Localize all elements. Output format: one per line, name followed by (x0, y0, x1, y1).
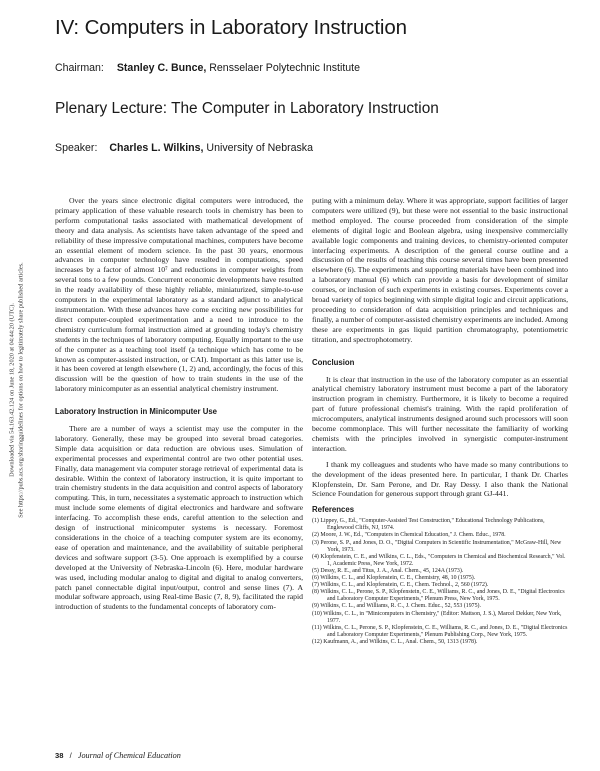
right-column (312, 196, 568, 646)
intro-paragraph: Over the years since electronic digital computers were introduced, the primary application of these valuable research tools in chemistry has been to perform computational tasks associated with mathematical development of theory and data analysis. As scientists have taken advantage of the speed and reliability of these impressive computational machines, computers have become an essential element of modern science. In the past 30 years, enormous advances in computer technology have resulted in computations, speed increases by a factor of almost 10⁷ and reductions in computer weights from several tons to a few pounds. Concurrent economic developments have resulted in the ready availability of these highly reliable, miniaturized, simple-to-use computers in the experimental laboratory as a standard adjunct to analytical instrumentation. With these advances have come exciting new possibilities for direct computer-coupled experimentation and a need to introduce to the chemistry curriculum formal instruction aimed at grounding today's chemistry students in the techniques of laboratory computing. Equally important to the use of the computer as a teaching tool itself (a technique which has come to be known as computer-assisted instruction, or CAI). Important as this latter use is, it has been covered at length elsewhere (1, 2) and, accordingly, the focus of this discussion will be the question of how to train students in the use of the laboratory minicomputer as an essential analytical chemistry instrument. (55, 196, 303, 394)
reference-item: (2) Moore, J. W., Ed., "Computers in Chemical Education," J. Chem. Educ., 1978. (312, 532, 506, 539)
minicomputer-heading: Laboratory Instruction in Minicomputer Use (55, 407, 218, 417)
speaker-line (55, 142, 313, 154)
reference-item: (1) Lippey, G., Ed., "Computer-Assisted Test Construction," Educational Technology Publications, Englewood Cliffs, NJ, 1974. (312, 518, 545, 532)
page-number: 38 (55, 751, 64, 760)
reference-item: (9) Wilkins, C. L., and Williams, R. C., J. Chem. Educ., 52, 553 (1975). (312, 603, 481, 610)
reference-item: (4) Klopfenstein, C. E., and Wilkins, C. L., Eds., "Computers in Chemical and Biochemical Research," Vol. 1, Academic Press, New York, 1972. (312, 553, 566, 567)
reference-item: (10) Wilkins, C. L., in "Minicomputers in Chemistry," (Editor: Mattson, J. S.), Marcel Dekker, New York, 1977. (312, 610, 562, 624)
lecture-title: Plenary Lecture: The Computer in Laboratory Instruction (55, 100, 439, 117)
reference-item: (11) Wilkins, C. L., Perone, S. P., Klopfenstein, C. E., Williams, R. C., and Jones, D. E., "Digital Electronics and Laboratory Computer Experiments," Plenum Publishing Corp., New York, 1975. (312, 624, 568, 638)
references-heading: References (312, 505, 355, 515)
download-note-line2: See https://pubs.acs.org/sharingguidelines for options on how to legitimately share published articles. (17, 262, 24, 518)
left-column (55, 196, 303, 612)
conclusion-paragraph: It is clear that instruction in the use of the laboratory computer as an essential analytical chemistry laboratory instrument must become a part of the laboratory instruction program in chemistry. Furthermore, it is likely to become a required part of future professional chemist's training. With the rapid proliferation of microcomputers, analytical instruments designed around such processors will soon become commonplace. This will further necessitate the familiarity of working chemists with the principles involved in synergistic computer-instrument interaction. (312, 374, 568, 453)
reference-item: (5) Dessy, R. E., and Titus, J. A., Anal. Chem., 45, 124A (1973). (312, 567, 464, 574)
acknowledgment-paragraph: I thank my colleagues and students who have made so many contributions to the development of the ideas presented here. In particular, I thank Dr. Charles Klopfenstein, Dr. Sam Perone, and Dr. Ray Dessy. I also thank the National Science Foundation for generous support through grant GJ-441. (312, 459, 568, 499)
reference-item: (8) Wilkins, C. L., Perone, S. P., Klopfenstein, C. E., Williams, R. C., and Jones, D. E., "Digital Electronics and Laboratory Computer Experiments," Plenum Press, New York, 1975. (312, 589, 565, 603)
download-watermark (7, 180, 27, 600)
chairman-line (55, 62, 360, 74)
minicomputer-paragraph: There are a number of ways a scientist may use the computer in the laboratory. Generally, these may be grouped into several broad categories. Simple data acquisition or data reduction are obvious uses. Simulation of experimental processes and experimental control are two other potential uses. Finally, data management via computer storage retrieval of experimental data is desirable. Within the context of laboratory instruction, it is quite important to train chemistry students in the data acquisition and control aspects of laboratory computing. This, in turn, necessitates a systematic approach to instruction which must include some elements of digital electronics and hardware and software interfacing. To accomplish these ends, careful attention to the selection and design of instructional minicomputer systems is necessary. Foremost considerations in the choice of a teaching computer system are its economy, ease of operation and maintenance, and the availability of suitable peripheral devices and software support (3-5). One approach is exemplified by a course developed at the University of Nebraska-Lincoln (6). Here, modular hardware was used, including modular analog to digital and digital to analog converters, patch panel connectable digital input/output, control and sense lines (7). A modular software approach, using Real-time Basic (7, 8, 9), facilitated the rapid introduction of students to the fundamental concepts of laboratory com- (55, 424, 303, 612)
reference-item: (7) Wilkins, C. L., and Klopfenstein, C. E., Chem. Technol., 2, 560 (1972). (312, 582, 489, 589)
speaker-name: Charles L. Wilkins, (109, 142, 204, 154)
speaker-affiliation: University of Nebraska (206, 142, 313, 154)
reference-item: (6) Wilkins, C. L., and Klopfenstein, C. E., Chemistry, 48, 10 (1975). (312, 575, 476, 582)
reference-item: (12) Kaufmann, A., and Wilkins, C. L., Anal. Chem., 50, 1313 (1978). (312, 638, 478, 645)
continuation-paragraph: puting with a minimum delay. Where it was appropriate, support facilities of larger computers were utilized (9), but these were not essential to the basic instructional method employed. The course proceeded from consideration of the simple elements of digital logic and Boolean algebra, using inexpensive commercially available logic components and training devices, to chemistry-oriented computer interfacing experiments. A description of the general course outline and a discussion of the results of teaching this course several times have been presented elsewhere (6). The experiments and supporting materials have been combined into a laboratory manual (6) which can provide a basis for development of similar courses, or inclusion of such experiments in existing courses. Experiments cover a broad variety of topics beginning with simple digital logic and circuit applications, proceeding to consideration of data acquisition principles and techniques and finally, a number of computer-assisted chemistry experiments are included. Among these are experiments in gas liquid partition chromatography, potentiometric titration, and spectrophotometry. (312, 196, 568, 344)
section-title: IV: Computers in Laboratory Instruction (55, 16, 407, 39)
chairman-affiliation: Rensselaer Polytechnic Institute (209, 62, 361, 74)
speaker-label: Speaker: (55, 142, 98, 154)
chairman-label: Chairman: (55, 62, 104, 74)
journal-name: Journal of Chemical Education (77, 751, 181, 760)
download-watermark-text (9, 262, 26, 517)
reference-item: (3) Perone, S. P., and Jones, D. O., "Digital Computers in Scientific Instrumentation," McGraw-Hill, New York, 1973. (312, 539, 562, 553)
footer-separator: / (69, 751, 72, 760)
references-list (312, 518, 568, 646)
page-footer (55, 751, 181, 760)
conclusion-heading: Conclusion (312, 357, 355, 367)
download-note-line1: Downloaded via 54.163.42.124 on June 18, 2020 at 04:44:20 (UTC). (8, 303, 16, 477)
chairman-name: Stanley C. Bunce, (116, 62, 207, 74)
